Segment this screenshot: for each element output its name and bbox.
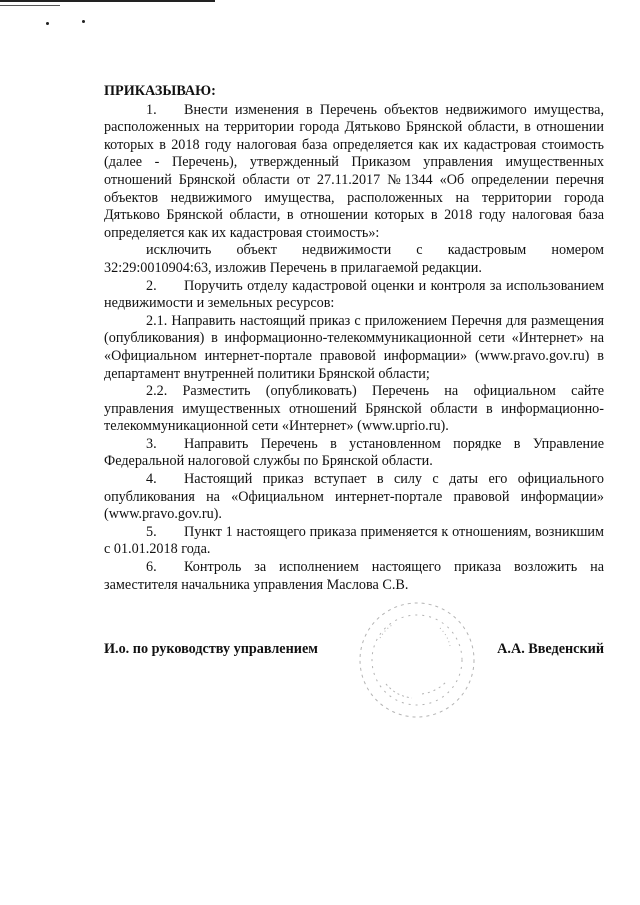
order-item-3 [104,436,604,471]
item-text: Поручить отделу кадастровой оценки и контроля за использованием недвижимости и земельных ресурсов: [104,277,604,312]
item-number: 2. [146,277,157,294]
order-item-5 [104,524,604,559]
item-number: 3. [146,435,157,452]
order-item-2-1 [104,313,604,383]
item-text: 2.2. Разместить (опубликовать) Перечень на официальном сайте управления имущественных отношений Брянской области в информационно-телекоммуникационной сети «Интернет» (www.uprio.ru). [104,383,604,435]
scan-artifact-dot [46,22,49,25]
order-item-1-sub [104,242,604,277]
item-text: Настоящий приказ вступает в силу с даты его официального опубликования на «Официальном интернет-портале правовой информации» (www.pravo.gov.ru). [104,471,604,523]
signatory-name: А.А. Введенский [497,641,604,657]
order-item-2 [104,278,604,313]
signatory-position: И.о. по руководству управлением [104,641,318,657]
order-item-2-2 [104,383,604,436]
order-item-1 [104,102,604,243]
item-number: 5. [146,523,157,540]
official-stamp [352,598,482,723]
order-body [104,83,604,594]
scan-artifact-line [0,0,215,2]
order-item-6 [104,559,604,594]
item-text: 2.1. Направить настоящий приказ с приложением Перечня для размещения (опубликования) в информационно-телекоммуникационной сети «Интернет» на «Официальном интернет-портале правовой информации» (www.pravo.gov.ru) в департамент внутренней политики Брянской области; [104,312,604,382]
item-text: исключить объект недвижимости с кадастровым номером 32:29:0010904:63, изложив Перечень в прилагаемой редакции. [104,242,604,276]
scan-artifact-line [0,5,60,6]
item-number: 4. [146,471,157,488]
scan-artifact-dot [82,20,85,23]
item-text: Контроль за исполнением настоящего приказа возложить на заместителя начальника управления Маслова С.В. [104,559,604,593]
order-item-4 [104,471,604,524]
item-number: 6. [146,559,157,576]
item-text: Пункт 1 настоящего приказа применяется к отношениям, возникшим с 01.01.2018 года. [104,523,604,558]
item-text: Внести изменения в Перечень объектов недвижимого имущества, расположенных на территории города Дятьково Брянской области, в отношении которых в 2018 году налоговая база определяется как их кадастровая стоимость (далее - Перечень), утвержденный Приказом управления имущественных отношений Брянской области от 27.11.2017 №1344 «Об определении перечня объектов недвижимого имущества, расположенных на территории города Дятьково Брянской области, в отношении которых в 2018 году налоговая база определяется как их кадастровая стоимость»: [104,101,604,241]
item-text: Направить Перечень в установленном порядке в Управление Федеральной налоговой службы по Брянской области. [104,435,604,470]
item-number: 1. [146,101,157,118]
order-heading: ПРИКАЗЫВАЮ: [104,83,216,99]
